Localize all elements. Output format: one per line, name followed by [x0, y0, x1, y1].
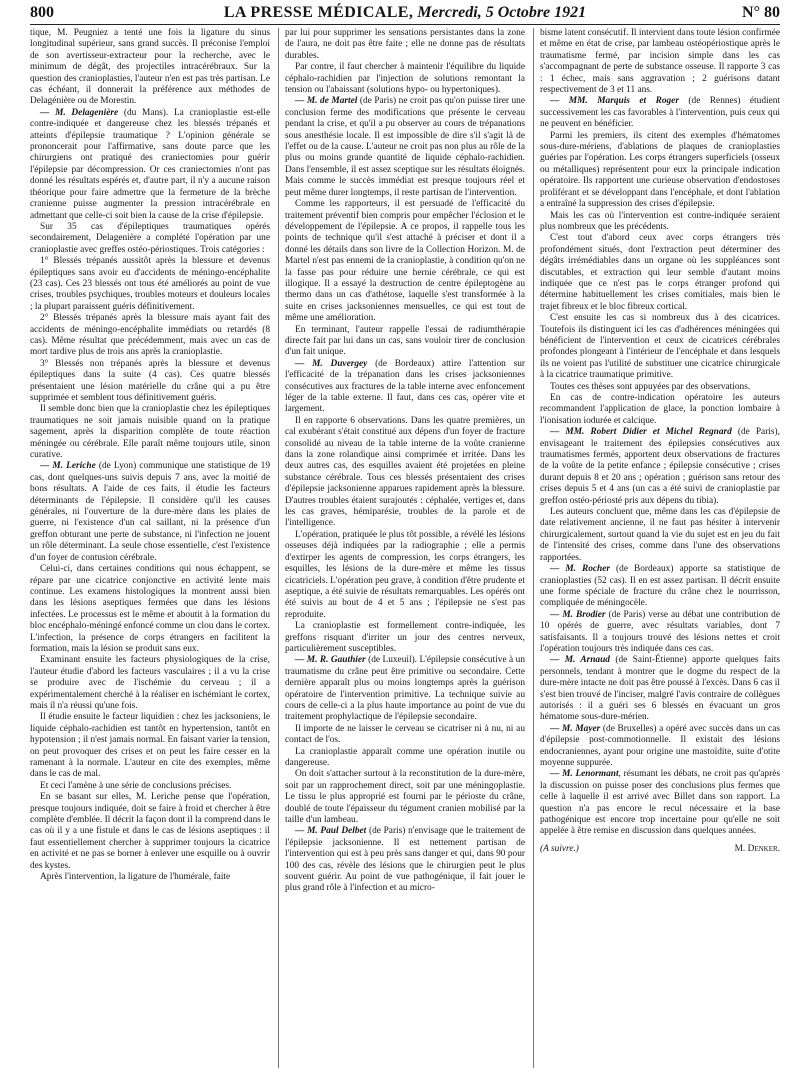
paragraph — [30, 792, 270, 872]
column-divider — [533, 28, 534, 1068]
paragraph-text: (de Bruxelles) a opéré avec succès dans un cas d'épilepsie post-commotionnelle. Il existait des lésions endocraniennes, ayant pour origine une mastoïdite, suite d'otite moyenne suppurée. — [540, 723, 780, 768]
paragraph — [30, 313, 270, 359]
paragraph-text: bisme latent consécutif. Il intervient dans toute lésion confirmée et même en état de crise, par lambeau ostéopériostique après le traumatisme fermé, par incision simple dans les cas s'accompagnant de perte de substance osseuse. Il rapporte 3 cas : 1 échec, mais sans aggravation ; 2 guérisons datant respectivement de 3 et 11 ans. — [540, 28, 780, 96]
paragraph — [540, 131, 780, 211]
to-be-continued: (A suivre.) — [540, 843, 579, 854]
page-number: 800 — [30, 4, 54, 21]
paragraph — [285, 96, 525, 199]
paragraph-text: Celui-ci, dans certaines conditions qui nous échappent, se répare par une cicatrice conjonctive en activité lente mais continue. Les examens histologiques la montrent aussi bien dans les lésions aseptiques fermées que dans les lésions infectées. Le processus est le même et aboutit à la formation du bloc encéphalo-méningé enfoncé comme un clou dans le cortex. L'infection, la présence de corps étrangers en facilitent la formation, mais la lésion se produit sans eux. — [30, 564, 270, 654]
paragraph — [30, 222, 270, 256]
paragraph-text: , résumant les débats, ne croit pas qu'après la discussion on puisse poser des conclusions plus fermes que celle à laquelle il est arrivé avec Billet dans son rapport. La question n'a pas encore le recul nécessaire et la base pathogénique est encore trop incertaine pour qu'elle ne soit appelée à être remise en discussion dans quelques années. — [540, 769, 780, 837]
paragraph-text: Par contre, il faut chercher à maintenir l'équilibre du liquide céphalo-rachidien par l'injection de solutions remontant la tension ou l'abaissant (solutions hypo- ou hypertoniques). — [285, 62, 525, 96]
paragraph-text: Mais les cas où l'intervention est contre-indiquée seraient plus nombreux que les précédents. — [540, 210, 780, 232]
paragraph — [285, 359, 525, 416]
issue-date: Mercredi, 5 Octobre 1921 — [417, 4, 587, 21]
paragraph — [285, 199, 525, 324]
speaker-name: — M. R. Gauthier — [295, 655, 366, 666]
paragraph-text: (de Paris) n'envisage que le traitement de l'épilepsie jacksonienne. Il est nettement partisan de l'intervention qui est à peu près sans danger et qui, dans 90 pour 100 des cas, révèle des lésions que le chirurgien peut le plus souvent guérir. Au point de vue pathogénique, il fait jouer le plus grand rôle à l'infection et au micro- — [285, 826, 525, 894]
paragraph — [30, 461, 270, 564]
paragraph — [30, 359, 270, 405]
paragraph-text: Il en rapporte 6 observations. Dans les quatre premières, un cal exubérant s'était constitué aux dépens d'un foyer de fracture consolidé au niveau de la table interne de la voûte cranienne dans la zone rolandique ainsi comprimée et irritée. Dans les deux autres cas, des esquilles avaient été projetées en pleine substance cérébrale. Tous ces blessés présentaient des crises d'épilepsie jacksonienne apparues rapidement après la blessure. D'autres troubles étaient surajoutés : céphalée, vertiges et, dans les cas graves, hémiparésie, troubles de la parole et de l'intelligence. — [285, 415, 525, 529]
paragraph — [285, 655, 525, 723]
speaker-name: — M. Mayer — [550, 723, 601, 734]
paragraph-text: (de Lyon) communique une statistique de 19 cas, dont quelques-uns suivis depuis 7 ans, avec la moitié de bons résultats. A l'aide de ces faits, il étudie les facteurs déterminants de l'épilepsie. Il considère qu'il les causes générales, ni l'ouverture de la dure-mère dans les plaies de guerre, ni l'existence d'un cal saillant, ni la présence d'un greffon obturant une perte de substance, ni l'infection ne jouent un rôle déterminant. La seule chose essentielle, c'est l'existence d'un foyer de contusion cérébrale. — [30, 461, 270, 563]
speaker-name: — MM. Marquis et Roger — [550, 96, 679, 107]
paragraph — [30, 872, 270, 883]
paragraph-text: L'opération, pratiquée le plus tôt possible, a révélé les lésions osseuses déjà indiquées par la radiographie ; elle a permis d'extirper les agents de compression, les corps étrangers, les esquilles, les lésions de la dure-mère et même les tissus cicatriciels. L'opération peu grave, à condition d'être prudente et aseptique, a été suivie de résultats remarquables. Les opérés ont été suivis au bout de 4 et 5 ans ; l'épilepsie ne s'est pas reproduite. — [285, 529, 525, 620]
paragraph — [540, 382, 780, 393]
paragraph — [540, 655, 780, 723]
paragraph — [540, 610, 780, 656]
paragraph-text: Il étudie ensuite le facteur liquidien : chez les jacksoniens, le liquide céphalo-rachidien est tantôt en hypertension, tantôt en hypotension ; il n'est jamais normal. En faisant varier la tension, on peut provoquer des crises et on peut les faire cesser en la ramenant à la normale. L'auteur en cite des exemples, même dans le cas de mal. — [30, 712, 270, 780]
paragraph-text: Et ceci l'amène à une série de conclusions précises. — [40, 780, 232, 791]
paragraph — [540, 211, 780, 234]
paragraph — [30, 564, 270, 655]
text-column-1 — [30, 28, 270, 1068]
paragraph — [540, 507, 780, 564]
paragraph-text: 1° Blessés trépanés aussitôt après la blessure et devenus épileptiques sans avoir eu d'accidents de méningo-encéphalite (23 cas). Ces 23 blessés ont tous été améliorés au point de vue crises, troubles psychiques, troubles moteurs et douleurs locales ; la plupart paraissent guéris définitivement. — [30, 256, 270, 312]
paragraph-text: On doit s'attacher surtout à la reconstitution de la dure-mère, soit par un rapprochement direct, soit par une méningoplastie. Le tissu le plus approprié est fourni par le périoste du crâne, doublé de toute l'épaisseur du tégument cranien mobilisé par la taille d'un lambeau. — [285, 769, 525, 826]
paragraph-text: Il semble donc bien que la cranioplastie chez les épileptiques traumatiques ne soit jamais nuisible quand on la pratique sagement, après la disparition complète de toute réaction méningée ou cérébrale. Elle paraît même toujours utile, sinon curative. — [30, 404, 270, 461]
paragraph — [285, 724, 525, 747]
speaker-name: — M. Rocher — [550, 564, 611, 575]
paragraph-text: Comme les rapporteurs, il est persuadé de l'efficacité du traitement préventif bien compris pour empêcher l'éclosion et le développement de l'épilepsie. A ce propos, il rappelle tous les points de technique qu'il s'est attaché à préciser et dont il a donné les détails dans son livre de la Collection Horizon. M. de Martel n'est pas ennemi de la cranioplastie, à condition qu'on ne la fasse pas pour réduire une hernie cérébrale, ce qui est illogique. Il a essayé la destruction de centre épileptogène au thermo dans un cas d'athétose, laquelle s'est transformée à la suite en crises jacksoniennes mensuelles, ce qui est tout de même une amélioration. — [285, 199, 525, 324]
paragraph-text: En se basant sur elles, M. Leriche pense que l'opération, presque toujours indiquée, doit se faire à froid et chercher à être complète d'emblée. Il décrit la façon dont il la comprend dans le cas où il y a une fistule et dans le cas de lésions aseptiques : il faut essentiellement chercher à supprimer toujours la cicatrice en activité et ne pas se borner à enlever une esquille ou à ouvrir des kystes. — [30, 792, 270, 871]
paragraph-text: (de Saint-Étienne) apporte quelques faits personnels, tendant à montrer que le dogme du respect de la dure-mère intacte ne doit pas être poussé à l'excès. Dans 6 cas il s'est bien trouvé de l'inciser, malgré l'avis contraire de collègues autorisés : il a guéri ses 6 blessés en évacuant un gros hématome sous-dure-mérien. — [540, 655, 780, 723]
paragraph — [285, 621, 525, 655]
author-signature: M. Denker. — [734, 843, 780, 854]
header-rule — [30, 24, 780, 25]
speaker-name: — M. Duvergey — [295, 358, 368, 369]
paragraph-text: En terminant, l'auteur rappelle l'essai de radiumthérapie directe fait par lui dans un cas, sans vouloir tirer de conclusion d'un fait unique. — [285, 324, 525, 358]
paragraph-text: tique, M. Peugniez a tenté une fois la ligature du sinus longitudinal supérieur, sans grand succès. Il préconise l'emploi de son avertisseur-extracteur pour la recherche, avec le minimum de dégât, des projectiles intracérébraux. Sur la question des cranioplasties, l'auteur n'en est pas très partisan. Le cas échéant, il donnerait la préférence aux méthodes de Delagénière ou de Morestin. — [30, 28, 270, 107]
paragraph — [285, 28, 525, 62]
paragraph-text: Parmi les premiers, ils citent des exemples d'hématomes sous-dure-mériens, d'ablations de plaques de cranioplasties guéries par l'opération. Les corps étrangers superficiels (osseux ou métalliques) représentent pour eux la principale indication opératoire. Ils rapportent une curieuse observation d'endostoses proliférant et se développant dans l'encéphale, et dont l'ablation a entraîné la suppression des crises d'épilepsie. — [540, 130, 780, 210]
paragraph — [540, 564, 780, 610]
speaker-name: — M. Lenormant — [550, 769, 619, 780]
paragraph-text: 3° Blessés non trépanés après la blessure et devenus épileptiques dans la suite (4 cas). Ces quatre blessés présentaient une lésion matérielle du crâne qui a pu être supprimée et semblent tous définitivement guéris. — [30, 358, 270, 403]
paragraph — [30, 108, 270, 222]
paragraph-text: Après l'intervention, la ligature de l'humérale, faite — [40, 872, 231, 883]
running-title — [30, 4, 780, 22]
paragraph-text: (de Rennes) étudient successivement les cas favorables à l'intervention, puis ceux qui ne peuvent en bénéficier. — [540, 96, 780, 130]
paragraph — [30, 28, 270, 108]
paragraph-text: En cas de contre-indication opératoire les auteurs recommandent l'application de glace, la ponction lombaire à l'ionisation iodurée et calcique. — [540, 393, 780, 426]
issue-number: N° 80 — [742, 4, 780, 21]
paragraph — [285, 747, 525, 770]
journal-name: LA PRESSE MÉDICALE, — [223, 4, 414, 21]
paragraph — [30, 712, 270, 780]
paragraph-text: (de Bordeaux) attire l'attention sur l'efficacité de la trépanation dans les crises jacksoniennes consécutives aux fractures de la table interne avec enfoncement léger de la table externe. Il faut, dans ces cas, opérer vite et largement. — [285, 358, 525, 415]
paragraph-text: Sur 35 cas d'épileptiques traumatiques opérés secondairement, Delagenière a complété l'opération par une cranioplastie avec greffes ostéo-périostiques. Trois catégories : — [30, 221, 270, 255]
paragraph-text: par lui pour supprimer les sensations persistantes dans la zone de l'aura, ne doit pas être faite ; elle ne donne pas de résultats durables. — [285, 28, 525, 61]
paragraph — [285, 530, 525, 621]
paragraph — [285, 416, 525, 530]
paragraph-text: La cranioplastie est formellement contre-indiquée, les greffons risquant d'irriter un jour des centres nerveux, particulièrement susceptibles. — [285, 621, 525, 654]
signature-line — [540, 844, 780, 855]
text-column-2 — [285, 28, 525, 1068]
paragraph-text: 2° Blessés trépanés après la blessure mais ayant fait des accidents de méningo-encéphalite immédiats ou retardés (8 cas). Même résultat que précédemment, mais avec un cas de mort tardive plus de trois ans après la cranioplastie. — [30, 313, 270, 358]
paragraph — [540, 769, 780, 837]
paragraph — [540, 233, 780, 313]
paragraph-text: (du Mans). La cranioplastie est-elle contre-indiquée et dangereuse chez les blessés trépanés et atteints d'épilepsie traumatique ? L'opinion générale se prononcerait pour l'affirmative, sans doute parce que les chirurgiens ont pratiqué des craniectomies pour guérir l'épilepsie par décompression. Or ces craniectomies n'ont pas donné les résultats espérés et, d'autre part, il n'y a aucune raison théorique pour faire admettre que la fermeture de la brèche cranienne puisse augmenter la pression intracérébrale en admettant que celle-ci soit bien la cause de la crise d'épilepsie. — [30, 107, 270, 221]
paragraph — [540, 724, 780, 770]
paragraph-text: Les auteurs concluent que, même dans les cas d'épilepsie de date relativement ancienne, il ne faut pas hésiter à intervenir chirurgicalement, surtout quand la vie du sujet est en jeu du fait de l'intensité des crises, comme dans l'une des observations rapportées. — [540, 507, 780, 563]
speaker-name: — M. de Martel — [295, 96, 358, 107]
paragraph-text: La cranioplastie apparaît comme une opération inutile ou dangereuse. — [285, 746, 525, 768]
paragraph — [540, 28, 780, 96]
paragraph-text: (de Paris), envisageant le traitement des épilepsies consécutives aux traumatismes fermés, apportent deux observations de fractures de la voûte de la petite enfance ; épilepsie consécutive ; crises durant depuis 8 et 20 ans ; opération ; guérison sans retour des crises depuis 5 et 4 ans (un cas a été suivi de cranioplastie par greffon ostéo-périosté pris aux dépens du tibia). — [540, 427, 780, 506]
paragraph-text: Il importe de ne laisser le cerveau se cicatriser ni à nu, ni au contact de l'os. — [285, 723, 525, 746]
paragraph-text: C'est ensuite les cas si nombreux dus à des cicatrices. Toutefois ils distinguent ici les cas d'adhérences méningées qui bénéficient de l'intervention et ceux de cicatrices cérébrales profondes plongeant à l'intérieur de l'encéphale et dans lesquels ils ne voient pas l'utilité de substituer une cicatrice chirurgicale à la cicatrice traumatique primitive. — [540, 313, 780, 381]
speaker-name: — MM. Robert Didier et Michel Regnard — [550, 427, 732, 438]
speaker-name: — M. Paul Delbet — [295, 826, 367, 837]
speaker-name: — M. Arnaud — [550, 655, 610, 666]
paragraph-text: Examinant ensuite les facteurs physiologiques de la crise, l'auteur étudie d'abord les facteurs vasculaires ; il a vu la crise se produire avec de l'ischémie du cerveau ; il a expérimentalement cherché à la réaliser en ischémiant le cortex, mais il n'a réussi qu'une fois. — [30, 655, 270, 711]
paragraph — [285, 325, 525, 359]
paragraph-text: C'est tout d'abord ceux avec corps étrangers très profondément situés, dont l'extraction peut déterminer des dégâts irrémédiables dans un organe où les suppléances sont discutables, et extraction qui leur semble d'autant moins indiquée que ce n'est pas le corps étranger profond qui détermine habituellement les crises comitiales, mais bien le trajet fibreux et le bloc fibreux cortical. — [540, 233, 780, 312]
speaker-name: — M. Brodier — [550, 609, 606, 620]
paragraph — [540, 427, 780, 507]
paragraph — [540, 96, 780, 130]
page-header — [30, 4, 780, 26]
paragraph-text: (de Bordeaux) apporte sa statistique de cranioplasties (52 cas). Il en est assez partisan. Il décrit ensuite une forme spéciale de fracture du crâne chez le nourrisson, compliquée de méningocèle. — [540, 564, 780, 609]
paragraph — [540, 393, 780, 427]
paragraph — [285, 62, 525, 96]
paragraph — [540, 313, 780, 381]
paragraph — [285, 769, 525, 826]
speaker-name: — M. Delagenière — [40, 107, 119, 118]
paragraph — [30, 655, 270, 712]
paragraph-text: Toutes ces thèses sont appuyées par des observations. — [550, 381, 751, 392]
column-divider — [278, 28, 279, 1068]
paragraph — [30, 404, 270, 461]
paragraph — [285, 826, 525, 894]
speaker-name: — M. Leriche — [40, 461, 96, 472]
paragraph-text: (de Paris) ne croit pas qu'on puisse tirer une conclusion ferme des modifications que présente le cerveau pendant la crise, et qu'il a pu observer au cours de trépanations sous anesthésie locale. Il est impossible de dire s'il s'agit là de l'effet ou de la cause. L'auteur ne croit pas non plus au rôle de la plus ou moins grande quantité de liquide céphalo-rachidien. Dans l'ensemble, il est assez sceptique sur les résultats éloignés. Mais comme le succès immédiat est presque toujours réel et peut même durer longtemps, il reste partisan de l'intervention. — [285, 96, 525, 198]
paragraph-text: (de Paris) verse au débat une contribution de 10 opérés de guerre, avec résultats variables, dont 7 satisfaisants. Il a toujours trouvé des lésions nettes et croit l'opération toujours très indiquée dans ces cas. — [540, 609, 780, 654]
paragraph-text: (de Luxeuil). L'épilepsie consécutive à un traumatisme du crâne peut être primitive ou secondaire. Cette dernière apparaît plus ou moins longtemps après la guérison opératoire de l'intervention primitive. La technique suivie au cours de celle-ci a la plus haute importance au point de vue du traitement prophylactique de l'épilepsie secondaire. — [285, 655, 525, 723]
paragraph — [30, 256, 270, 313]
paragraph — [30, 781, 270, 792]
text-column-3 — [540, 28, 780, 1068]
